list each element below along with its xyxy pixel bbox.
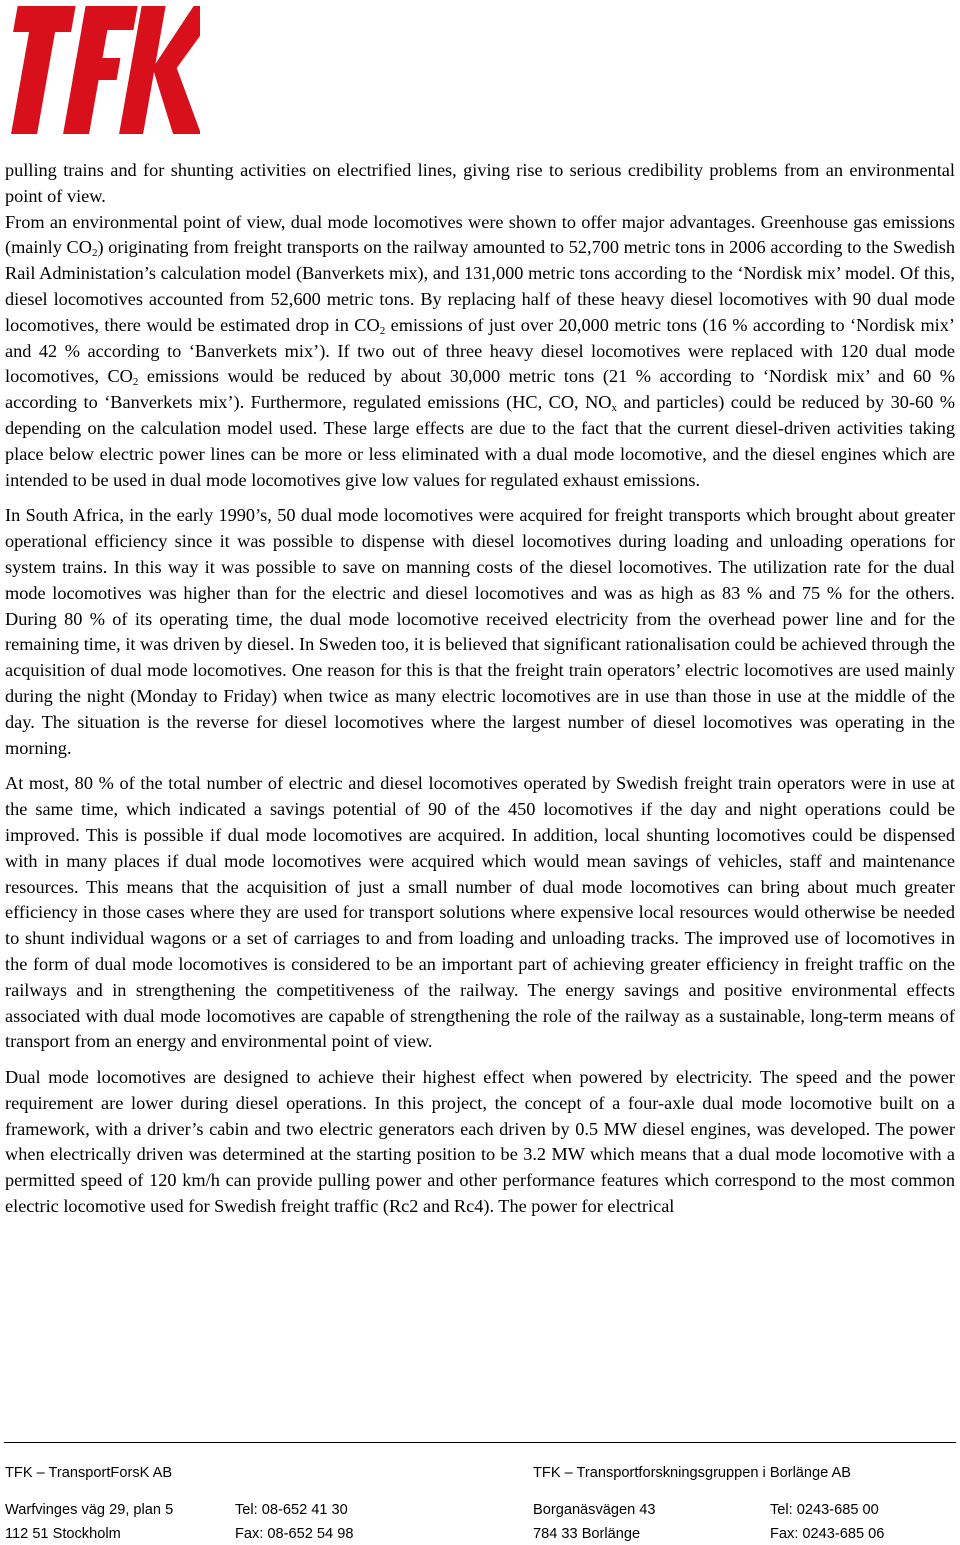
footer-right-fax: Fax: 0243-685 06 — [770, 1526, 885, 1542]
paragraph-environmental: From an environmental point of view, dual mode locomotives were shown to offer major advantages. Greenhouse gas emissions (mainly $CO_2$) originating from freight transports on the railway amounted to 52,700 metric tons in 2006 according to the Swedish Rail Administation’s calculation model (Banverkets mix), and 131,000 metric tons according to the ‘Nordisk mix’ model. Of this, diesel locomotives accounted from 52,600 metric tons. By replacing half of these heavy diesel locomotives with 90 dual mode locomotives, there would be estimated drop in $CO_2$ emissions of just over 20,000 metric tons (16 % according to ‘Nordisk mix’ and 42 % according to ‘Banverkets mix’). If two out of three heavy diesel locomotives were replaced with 120 dual mode locomotives, $CO_2$ emissions would be reduced by about 30,000 metric tons (21 % according to ‘Nordisk mix’ and 60 % according to ‘Banverkets mix’). Furthermore, regulated emissions (HC, CO, $NO_x$ and particles) could be reduced by 30-60 % depending on the calculation model used. These large effects are due to the fact that the current diesel-driven activities taking place below electric power lines can be more or less eliminated with a dual mode locomotive, and the diesel engines which are intended to be used in dual mode locomotives give low values for regulated exhaust emissions. — [5, 211, 956, 490]
footer-right-tel: Tel: 0243-685 00 — [770, 1502, 879, 1518]
tfk-logo — [4, 4, 200, 136]
paragraph-south-africa: In South Africa, in the early 1990’s, 50 dual mode locomotives were acquired for freight transports which brought about greater operational efficiency since it was possible to dispense with diesel locomotives during loading and unloading operations for system trains. In this way it was possible to save on manning costs of the diesel locomotives. The utilization rate for the dual mode locomotives was higher than for the electric and diesel locomotives and was as high as 83 % and 75 % for the others. During 80 % of its operating time, the dual mode locomotive received electricity from the overhead power line and for the remaining time, it was driven by diesel. In Sweden too, it is believed that significant rationalisation could be achieved through the acquisition of dual mode locomotives. One reason for this is that the freight train operators’ electric locomotives are used mainly during the night (Monday to Friday) when twice as many electric locomotives are in use than those in use at the middle of the day. The situation is the reverse for diesel locomotives where the largest number of diesel locomotives was operating in the morning. — [5, 505, 955, 758]
footer-right-org: TFK – Transportforskningsgruppen i Borlänge AB — [533, 1465, 851, 1481]
footer-left-city: 112 51 Stockholm — [5, 1526, 121, 1542]
footer-right-city: 784 33 Borlänge — [533, 1526, 641, 1542]
paragraph-design: Dual mode locomotives are designed to achieve their highest effect when powered by electricity. The speed and the power requirement are lower during diesel operations. In this project, the concept of a four-axle dual mode locomotive built on a framework, with a driver’s cabin and two electric generators each driven by 0.5 MW diesel engines, was developed. The power when electrically driven was determined at the starting position to be 3.2 MW which means that a dual mode locomotive with a permitted speed of 120 km/h can provide pulling power and other performance features which correspond to the most common electric locomotive used for Swedish freight traffic (Rc2 and Rc4). The power for electrical — [5, 1067, 955, 1217]
document-body — [5, 158, 955, 1230]
footer-left-street: Warfvinges väg 29, plan 5 — [5, 1502, 174, 1518]
footer-left-tel: Tel: 08-652 41 30 — [235, 1502, 348, 1518]
footer-right-street: Borganäsvägen 43 — [533, 1502, 656, 1518]
footer-left-fax: Fax: 08-652 54 98 — [235, 1526, 354, 1542]
paragraph-continuation: pulling trains and for shunting activities on electrified lines, giving rise to serious credibility problems from an environmental point of view. — [5, 160, 955, 206]
tfk-logo-mark — [4, 4, 200, 136]
footer-divider — [4, 1442, 956, 1443]
footer-left-org: TFK – TransportForsK AB — [5, 1465, 173, 1481]
paragraph-savings-potential: At most, 80 % of the total number of electric and diesel locomotives operated by Swedish freight train operators were in use at the same time, which indicated a savings potential of 90 of the 450 locomotives if the day and night operations could be improved. This is possible if dual mode locomotives are acquired. In addition, local shunting locomotives could be dispensed with in many places if dual mode locomotives were acquired which would mean savings of vehicles, staff and maintenance resources. This means that the acquisition of just a small number of dual mode locomotives can bring about much greater efficiency in those cases where they are used for transport solutions where expensive local resources would otherwise be needed to shunt individual wagons or a set of carriages to and from loading and unloading tracks. The improved use of locomotives in the form of dual mode locomotives is considered to be an important part of achieving greater efficiency in freight traffic on the railways and in strengthening the competitiveness of the railway. The energy savings and positive environmental effects associated with dual mode locomotives are capable of strengthening the role of the railway as a sustainable, long-term means of transport from an energy and environmental point of view. — [5, 773, 955, 1052]
